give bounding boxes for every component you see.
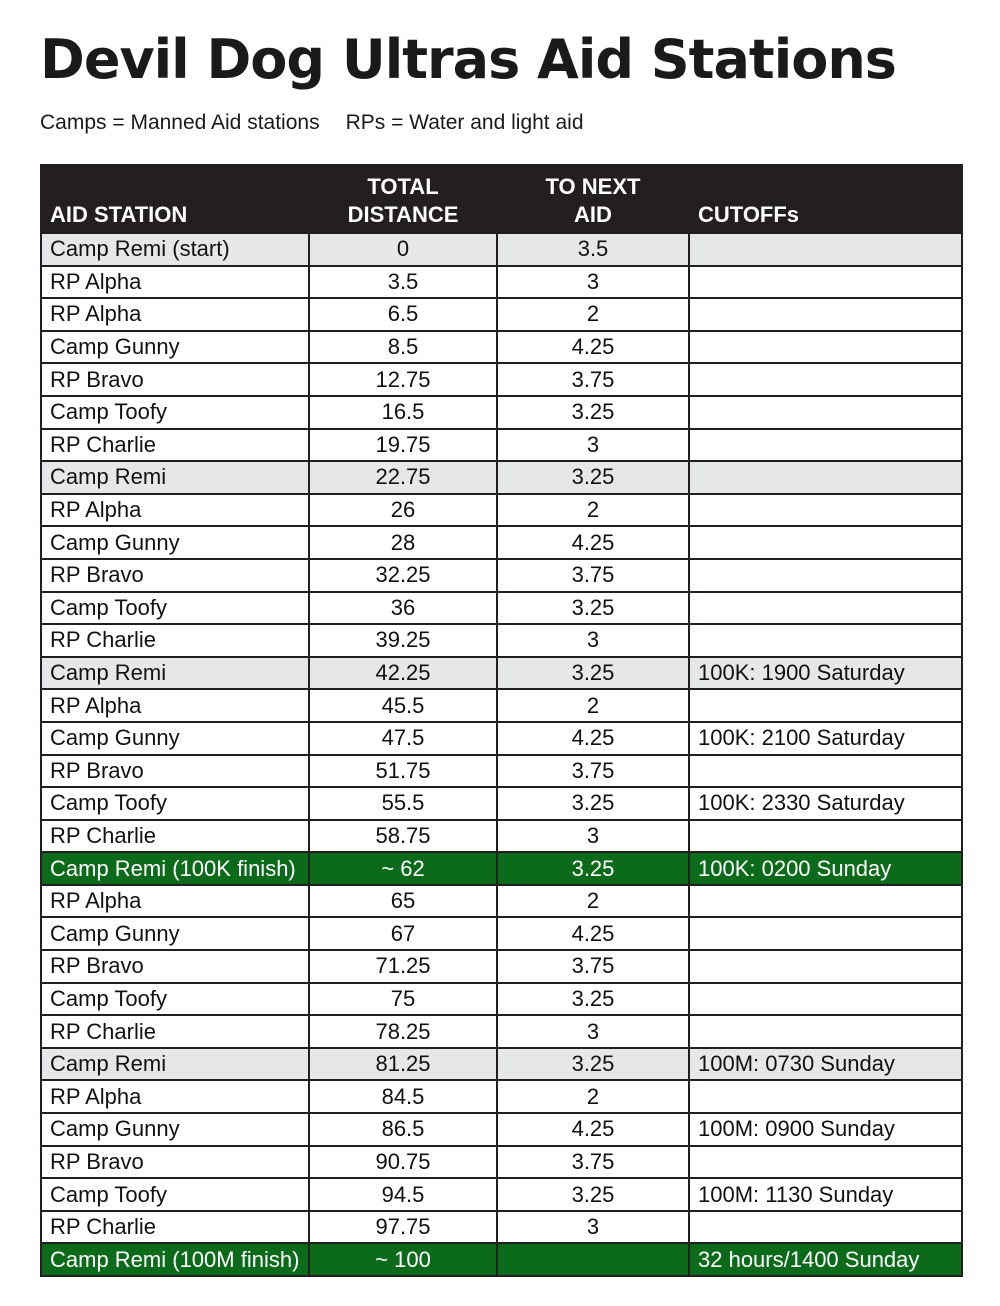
cell-cutoff: 100K: 1900 Saturday [689, 657, 962, 690]
cell-cutoff: 100K: 2100 Saturday [689, 722, 962, 755]
cell-to-next-aid: 2 [497, 885, 689, 918]
cell-cutoff: 32 hours/1400 Sunday [689, 1243, 962, 1276]
cell-to-next-aid: 4.25 [497, 526, 689, 559]
cell-aid-station: RP Alpha [41, 298, 309, 331]
cell-aid-station: RP Charlie [41, 1211, 309, 1244]
table-row [41, 755, 962, 788]
cell-total-distance: 65 [309, 885, 497, 918]
header-to-next-aid: TO NEXT AID [497, 165, 689, 233]
cell-cutoff [689, 233, 962, 266]
cell-total-distance: 36 [309, 592, 497, 625]
header-row [41, 165, 962, 233]
cell-to-next-aid: 3.25 [497, 1178, 689, 1211]
cell-total-distance: 67 [309, 917, 497, 950]
cell-cutoff: 100K: 2330 Saturday [689, 787, 962, 820]
table-row [41, 396, 962, 429]
cell-aid-station: RP Alpha [41, 689, 309, 722]
cell-cutoff [689, 917, 962, 950]
cell-to-next-aid: 2 [497, 494, 689, 527]
cell-total-distance: 94.5 [309, 1178, 497, 1211]
cell-cutoff [689, 624, 962, 657]
cell-cutoff [689, 526, 962, 559]
cell-total-distance: 47.5 [309, 722, 497, 755]
legend-camps: Camps = Manned Aid stations [40, 111, 320, 134]
cell-total-distance: 45.5 [309, 689, 497, 722]
table-row [41, 526, 962, 559]
cell-aid-station: Camp Gunny [41, 722, 309, 755]
cell-total-distance: 12.75 [309, 363, 497, 396]
cell-cutoff [689, 885, 962, 918]
table-row [41, 1178, 962, 1211]
cell-total-distance: 22.75 [309, 461, 497, 494]
cell-total-distance: 78.25 [309, 1015, 497, 1048]
cell-total-distance: 55.5 [309, 787, 497, 820]
cell-total-distance: 3.5 [309, 266, 497, 299]
cell-total-distance: 51.75 [309, 755, 497, 788]
cell-aid-station: Camp Remi (100K finish) [41, 852, 309, 885]
table-row [41, 917, 962, 950]
cell-cutoff [689, 592, 962, 625]
cell-to-next-aid: 3 [497, 624, 689, 657]
cell-to-next-aid: 2 [497, 689, 689, 722]
header-aid-station: AID STATION [41, 165, 309, 233]
table-row [41, 657, 962, 690]
cell-aid-station: Camp Remi [41, 461, 309, 494]
cell-aid-station: RP Alpha [41, 494, 309, 527]
cell-aid-station: RP Charlie [41, 624, 309, 657]
cell-total-distance: 28 [309, 526, 497, 559]
cell-cutoff [689, 950, 962, 983]
cell-to-next-aid: 3.25 [497, 983, 689, 1016]
cell-to-next-aid: 4.25 [497, 331, 689, 364]
cell-aid-station: Camp Remi [41, 657, 309, 690]
cell-total-distance: 8.5 [309, 331, 497, 364]
cell-cutoff [689, 266, 962, 299]
cell-aid-station: RP Alpha [41, 266, 309, 299]
cell-to-next-aid: 3.25 [497, 592, 689, 625]
table-row [41, 689, 962, 722]
table-row [41, 950, 962, 983]
table-row [41, 1015, 962, 1048]
cell-cutoff [689, 494, 962, 527]
cell-to-next-aid: 3.25 [497, 657, 689, 690]
legend [40, 111, 584, 135]
table-row [41, 1243, 962, 1276]
table-row [41, 885, 962, 918]
cell-cutoff [689, 1146, 962, 1179]
cell-aid-station: Camp Toofy [41, 787, 309, 820]
cell-cutoff [689, 1211, 962, 1244]
cell-to-next-aid: 3.25 [497, 396, 689, 429]
table-row [41, 461, 962, 494]
header-cutoffs: CUTOFFs [689, 165, 962, 233]
cell-aid-station: Camp Gunny [41, 1113, 309, 1146]
table-row [41, 298, 962, 331]
legend-rps: RPs = Water and light aid [345, 111, 584, 134]
table-row [41, 1048, 962, 1081]
cell-to-next-aid: 3.25 [497, 461, 689, 494]
cell-aid-station: Camp Remi (100M finish) [41, 1243, 309, 1276]
cell-aid-station: RP Bravo [41, 950, 309, 983]
cell-aid-station: Camp Gunny [41, 331, 309, 364]
cell-aid-station: RP Charlie [41, 429, 309, 462]
table-row [41, 1146, 962, 1179]
table-row [41, 592, 962, 625]
aid-station-table [40, 164, 963, 1277]
cell-total-distance: 86.5 [309, 1113, 497, 1146]
table-row [41, 429, 962, 462]
cell-cutoff: 100M: 0900 Sunday [689, 1113, 962, 1146]
cell-total-distance: 97.75 [309, 1211, 497, 1244]
cell-to-next-aid: 4.25 [497, 1113, 689, 1146]
cell-total-distance: ~ 100 [309, 1243, 497, 1276]
cell-total-distance: 58.75 [309, 820, 497, 853]
cell-to-next-aid: 3 [497, 266, 689, 299]
cell-to-next-aid: 3 [497, 820, 689, 853]
cell-cutoff [689, 983, 962, 1016]
cell-cutoff [689, 820, 962, 853]
table-row [41, 266, 962, 299]
cell-aid-station: RP Bravo [41, 1146, 309, 1179]
cell-total-distance: 19.75 [309, 429, 497, 462]
cell-to-next-aid: 2 [497, 1080, 689, 1113]
cell-cutoff [689, 559, 962, 592]
cell-total-distance: 0 [309, 233, 497, 266]
cell-to-next-aid: 3.75 [497, 950, 689, 983]
cell-cutoff [689, 396, 962, 429]
cell-aid-station: Camp Toofy [41, 983, 309, 1016]
cell-total-distance: 39.25 [309, 624, 497, 657]
cell-aid-station: Camp Gunny [41, 526, 309, 559]
cell-aid-station: Camp Toofy [41, 1178, 309, 1211]
cell-cutoff [689, 331, 962, 364]
cell-to-next-aid: 3.75 [497, 1146, 689, 1179]
cell-total-distance: 26 [309, 494, 497, 527]
header-total-distance: TOTAL DISTANCE [309, 165, 497, 233]
page-title: Devil Dog Ultras Aid Stations [40, 28, 896, 91]
table-row [41, 787, 962, 820]
cell-to-next-aid: 3.75 [497, 755, 689, 788]
table-row [41, 233, 962, 266]
cell-to-next-aid: 3.5 [497, 233, 689, 266]
cell-to-next-aid: 3.25 [497, 852, 689, 885]
table-row [41, 852, 962, 885]
cell-aid-station: RP Alpha [41, 1080, 309, 1113]
cell-aid-station: Camp Remi [41, 1048, 309, 1081]
cell-cutoff [689, 429, 962, 462]
cell-aid-station: Camp Gunny [41, 917, 309, 950]
cell-total-distance: 81.25 [309, 1048, 497, 1081]
cell-cutoff [689, 298, 962, 331]
cell-aid-station: RP Charlie [41, 1015, 309, 1048]
cell-total-distance: 90.75 [309, 1146, 497, 1179]
cell-to-next-aid: 3.75 [497, 363, 689, 396]
cell-total-distance: 71.25 [309, 950, 497, 983]
cell-total-distance: 75 [309, 983, 497, 1016]
table-row [41, 722, 962, 755]
cell-cutoff [689, 1015, 962, 1048]
cell-total-distance: 84.5 [309, 1080, 497, 1113]
table-row [41, 331, 962, 364]
cell-aid-station: RP Alpha [41, 885, 309, 918]
cell-total-distance: 6.5 [309, 298, 497, 331]
cell-total-distance: ~ 62 [309, 852, 497, 885]
cell-to-next-aid: 3 [497, 429, 689, 462]
cell-aid-station: Camp Toofy [41, 396, 309, 429]
cell-to-next-aid: 4.25 [497, 917, 689, 950]
table-row [41, 1113, 962, 1146]
cell-aid-station: RP Bravo [41, 755, 309, 788]
cell-cutoff [689, 461, 962, 494]
cell-cutoff: 100M: 0730 Sunday [689, 1048, 962, 1081]
table-row [41, 1080, 962, 1113]
table-row [41, 363, 962, 396]
cell-total-distance: 16.5 [309, 396, 497, 429]
cell-aid-station: RP Bravo [41, 559, 309, 592]
cell-cutoff [689, 689, 962, 722]
cell-aid-station: Camp Toofy [41, 592, 309, 625]
cell-to-next-aid: 3 [497, 1015, 689, 1048]
cell-cutoff [689, 363, 962, 396]
cell-to-next-aid: 4.25 [497, 722, 689, 755]
cell-aid-station: RP Charlie [41, 820, 309, 853]
table-row [41, 983, 962, 1016]
cell-to-next-aid: 3.25 [497, 1048, 689, 1081]
cell-aid-station: RP Bravo [41, 363, 309, 396]
table-row [41, 494, 962, 527]
cell-total-distance: 42.25 [309, 657, 497, 690]
cell-to-next-aid: 2 [497, 298, 689, 331]
cell-cutoff: 100M: 1130 Sunday [689, 1178, 962, 1211]
cell-cutoff [689, 755, 962, 788]
table-row [41, 559, 962, 592]
cell-aid-station: Camp Remi (start) [41, 233, 309, 266]
cell-to-next-aid [497, 1243, 689, 1276]
cell-to-next-aid: 3 [497, 1211, 689, 1244]
cell-cutoff [689, 1080, 962, 1113]
table-row [41, 1211, 962, 1244]
cell-to-next-aid: 3.25 [497, 787, 689, 820]
cell-cutoff: 100K: 0200 Sunday [689, 852, 962, 885]
table-row [41, 820, 962, 853]
cell-to-next-aid: 3.75 [497, 559, 689, 592]
cell-total-distance: 32.25 [309, 559, 497, 592]
table-row [41, 624, 962, 657]
